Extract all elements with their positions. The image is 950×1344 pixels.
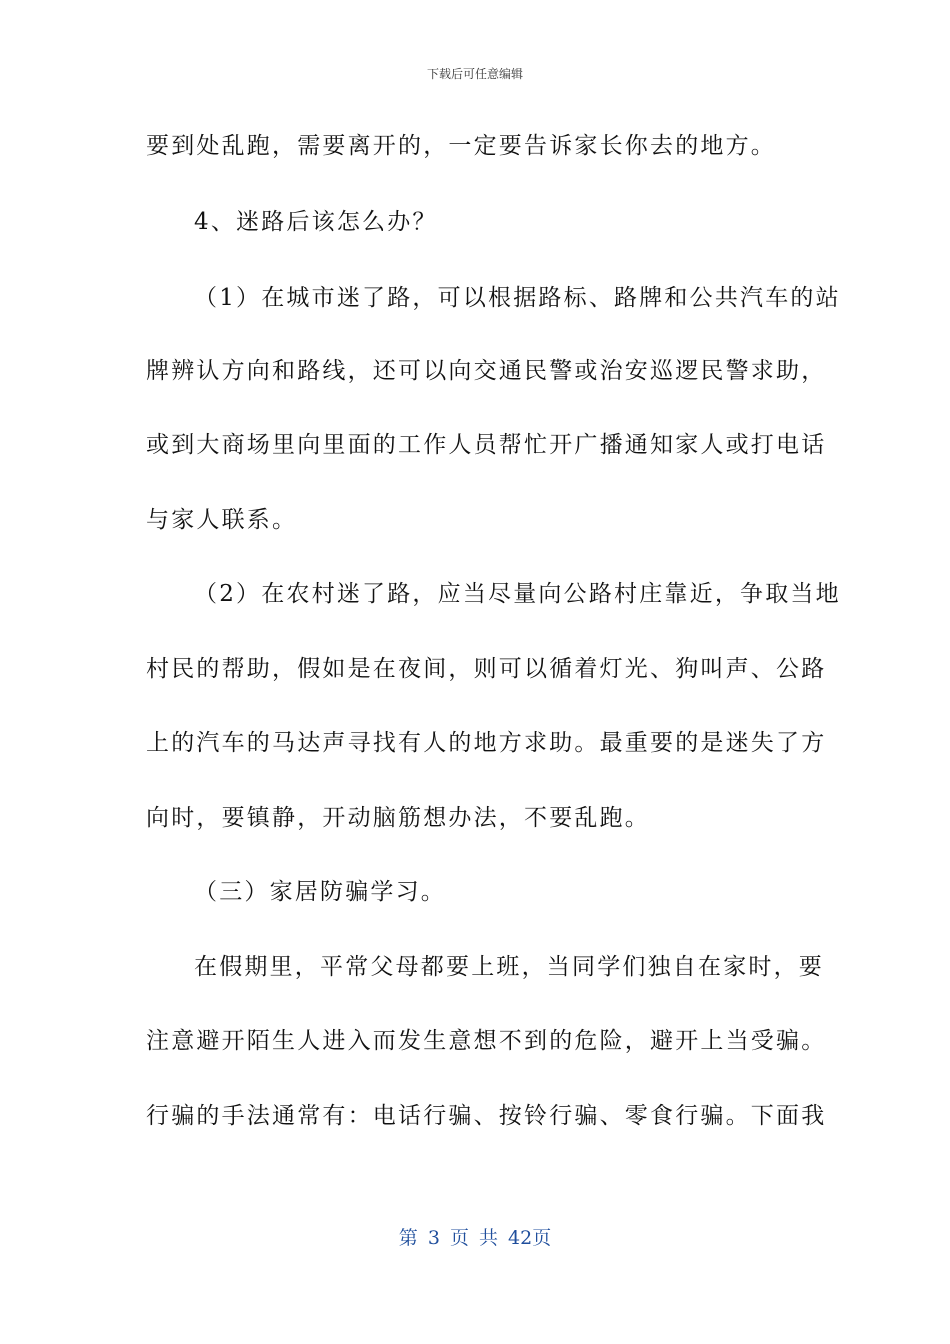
body-line-8: 村民的帮助，假如是在夜间，则可以循着灯光、狗叫声、公路 bbox=[146, 656, 827, 682]
body-line-10: 向时，要镇静，开动脑筋想办法，不要乱跑。 bbox=[146, 805, 650, 831]
body-line-5: 或到大商场里向里面的工作人员帮忙开广播通知家人或打电话 bbox=[146, 432, 827, 458]
body-line-6: 与家人联系。 bbox=[146, 507, 298, 533]
body-line-14: 行骗的手法通常有：电话行骗、按铃行骗、零食行骗。下面我 bbox=[146, 1103, 827, 1129]
page-header: 下载后可任意编辑 bbox=[426, 67, 523, 81]
section-heading-4: 4、迷路后该怎么办？ bbox=[194, 209, 438, 235]
body-line-13: 注意避开陌生人进入而发生意想不到的危险，避开上当受骗。 bbox=[146, 1028, 827, 1054]
body-line-3: （1）在城市迷了路，可以根据路标、路牌和公共汽车的站 bbox=[194, 285, 841, 311]
section-heading-3: （三）家居防骗学习。 bbox=[194, 879, 446, 905]
page-number-footer: 第 3 页 共 42页 bbox=[398, 1227, 552, 1249]
body-line-9: 上的汽车的马达声寻找有人的地方求助。最重要的是迷失了方 bbox=[146, 730, 827, 756]
body-line-7: （2）在农村迷了路，应当尽量向公路村庄靠近，争取当地 bbox=[194, 581, 841, 607]
body-line-12: 在假期里，平常父母都要上班，当同学们独自在家时，要 bbox=[194, 954, 824, 980]
body-line-1: 要到处乱跑，需要离开的，一定要告诉家长你去的地方。 bbox=[146, 133, 776, 159]
body-line-4: 牌辨认方向和路线，还可以向交通民警或治安巡逻民警求助， bbox=[146, 358, 827, 384]
